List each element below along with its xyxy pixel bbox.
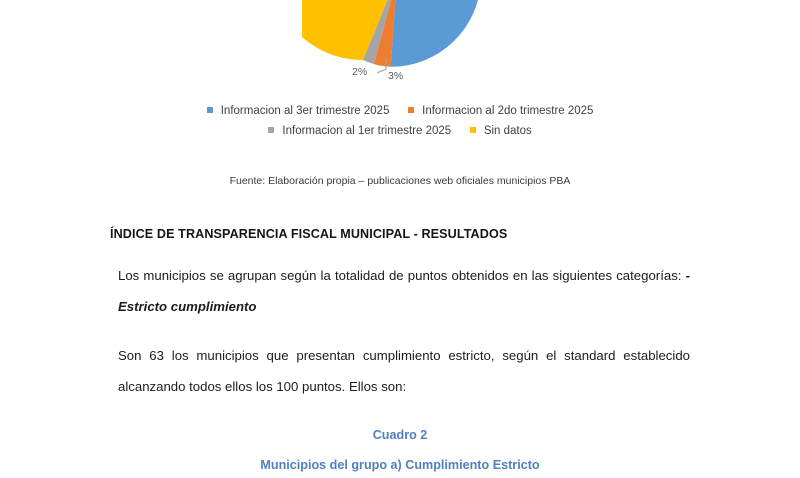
pie-label-2-percent: 2%	[352, 66, 368, 78]
legend-row-2	[0, 121, 800, 141]
legend-swatch-blue-icon	[207, 107, 213, 113]
paragraph-categorias-lead: Los municipios se agrupan según la totalidad de puntos obtenidos en las siguientes categorías:	[118, 268, 686, 283]
document-body	[0, 224, 800, 478]
legend-label-sin-datos: Sin datos	[483, 125, 532, 138]
pie-chart-region	[0, 0, 800, 96]
pie-chart	[302, 0, 492, 72]
leader-line-icon	[377, 58, 387, 74]
legend-label-3er-trimestre: Informacion al 3er trimestre 2025	[220, 105, 390, 117]
legend-swatch-gray-icon	[268, 127, 274, 133]
legend-row-1	[0, 101, 800, 121]
pie-slice-3er-trimestre	[391, 0, 481, 67]
pie-chart-svg	[302, 0, 492, 72]
table-caption-subtitle: Municipios del grupo a) Cumplimiento Estricto	[260, 458, 540, 472]
legend-label-2do-trimestre: Informacion al 2do trimestre 2025	[422, 105, 594, 117]
legend-swatch-yellow-icon	[470, 127, 476, 133]
paragraph-categorias	[118, 260, 690, 322]
legend-label-1er-trimestre: Informacion al 1er trimestre 2025	[282, 125, 452, 138]
paragraph-categorias-emphasis: -Estricto cumplimiento	[118, 268, 690, 314]
pie-label-3-percent: 3%	[388, 70, 404, 82]
legend-item-1er-trimestre[interactable]	[268, 121, 451, 141]
legend-swatch-orange-icon	[408, 107, 414, 113]
section-heading: ÍNDICE DE TRANSPARENCIA FISCAL MUNICIPAL - RESULTADOS	[110, 227, 508, 241]
legend-item-3er-trimestre[interactable]	[207, 101, 390, 121]
chart-source-note: Fuente: Elaboración propia – publicaciones web oficiales municipios PBA	[229, 175, 571, 187]
legend-item-sin-datos[interactable]	[470, 121, 532, 141]
paragraph-municipios: Son 63 los municipios que presentan cumplimiento estricto, según el standard establecido alcanzando todos ellos los 100 puntos. Ellos son:	[118, 348, 690, 394]
chart-legend	[0, 101, 800, 142]
legend-item-2do-trimestre[interactable]	[408, 101, 594, 121]
table-caption-title: Cuadro 2	[372, 428, 428, 442]
